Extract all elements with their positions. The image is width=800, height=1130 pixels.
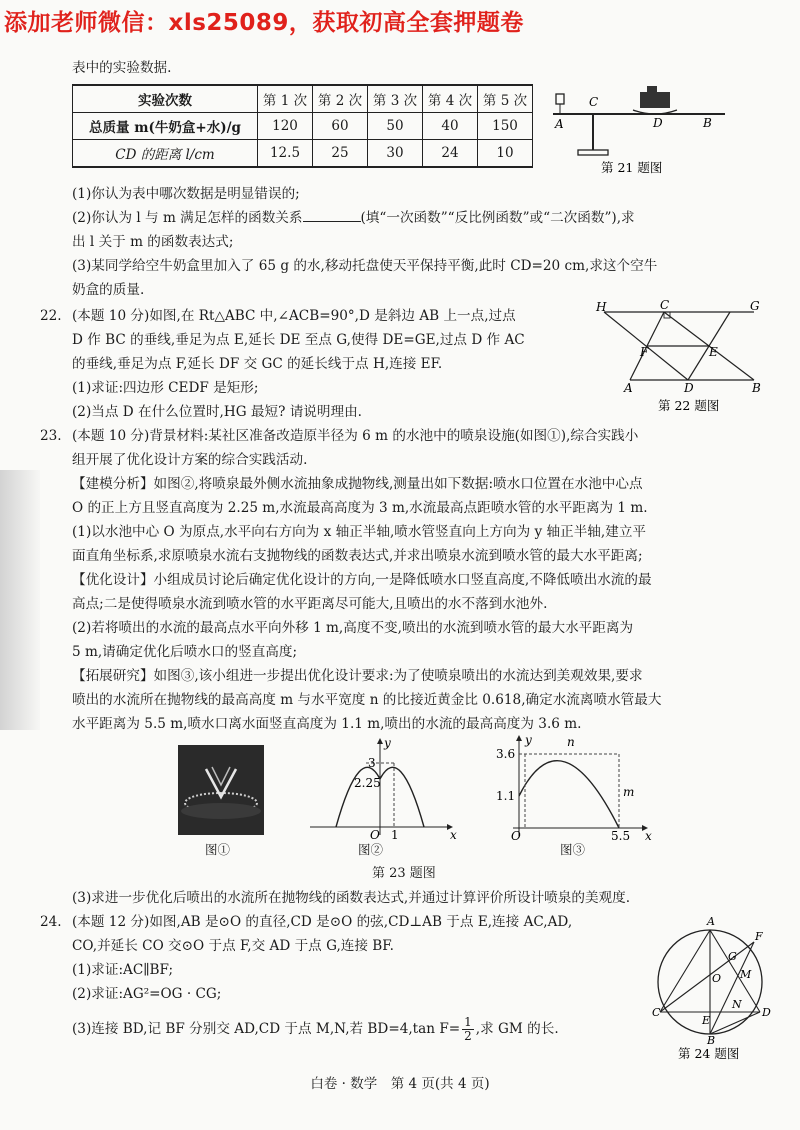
q21-part2: [72, 206, 635, 230]
q21-part2-hint: (填“一次函数”“反比例函数”或“二次函数”),求: [360, 210, 635, 226]
point-label: O: [712, 972, 722, 985]
table-cell: CD 的距离 l/cm: [73, 140, 258, 168]
answer-blank: [303, 207, 361, 222]
q23-optimize-2: 高点;二是使得喷泉水流到喷水管的水平距离尽可能大,且喷出的水不落到水池外.: [72, 596, 548, 612]
point-label: F: [755, 930, 763, 943]
point-label: D: [653, 116, 663, 130]
point-label: C: [652, 1006, 661, 1019]
point-label: C: [660, 300, 670, 312]
q23-part1-a: (1)以水池中心 O 为原点,水平向右方向为 x 轴正半轴,喷水管竖直向上方向为 y 轴正半轴,建立平: [72, 524, 647, 540]
q24-stem-2: CO,并延长 CO 交⊙O 于点 F,交 AD 于点 G,连接 BF.: [72, 938, 394, 954]
q22-stem-3: 的垂线,垂足为点 F,延长 DF 交 GC 的延长线于点 H,连接 EF.: [72, 356, 443, 372]
table-cell: 实验次数: [73, 85, 258, 113]
point-label: E: [702, 1014, 711, 1027]
table-cell: 第 4 次: [423, 85, 478, 113]
table-cell: 150: [478, 113, 533, 140]
origin-label: O: [511, 829, 521, 840]
parabola: [519, 761, 619, 828]
axis-label: x: [450, 828, 457, 840]
table-cell: 40: [423, 113, 478, 140]
figure-1-caption: 图①: [205, 842, 231, 857]
q23-extend-3: 水平距离为 5.5 m,喷水口离水面竖直高度为 1.1 m,喷出的水流的最高高度为 3.6 m.: [72, 716, 582, 732]
point-label: D: [684, 381, 694, 395]
figure-3-graph: [495, 732, 655, 840]
promo-banner: 添加老师微信：xls25089，获取初高全套押题卷: [4, 10, 524, 36]
point-label: C: [589, 95, 599, 109]
figure-caption: 第 21 题图: [601, 160, 663, 175]
q21-part1: (1)你认为表中哪次数据是明显错误的;: [72, 186, 300, 202]
table-row: [73, 140, 533, 168]
q21-part3: (3)某同学给空牛奶盒里加入了 65 g 的水,移动托盘使天平保持平衡,此时 CD=20 cm,求这个空牛: [72, 258, 658, 274]
figure-2-graph: [300, 735, 460, 840]
milk-box-icon: [640, 92, 670, 108]
table-cell: 50: [368, 113, 423, 140]
scan-shadow: [0, 470, 40, 730]
height-label: m: [623, 785, 635, 799]
parabola-right: [380, 767, 424, 827]
q23-part2-b: 5 m,请确定优化后喷水口的竖直高度;: [72, 644, 298, 660]
point-label: F: [640, 345, 649, 359]
q23-stem-1: (本题 10 分)背景材料:某社区准备改造原半径为 6 m 的水池中的喷泉设施(如图①),综合实践小: [72, 428, 639, 444]
q21-part2-cont: 出 l 关于 m 的函数表达式;: [72, 234, 234, 250]
point-label: B: [752, 381, 761, 395]
q23-extend-1: 【拓展研究】如图③,该小组进一步提出优化设计要求:为了使喷泉喷出的水流达到美观效果,要求: [72, 668, 643, 684]
q21-part3-cont: 奶盒的质量.: [72, 282, 145, 298]
figure-22-geometry: [590, 300, 780, 418]
q23-extend-2: 喷出的水流所在抛物线的最高高度 m 与水平宽度 n 的比接近黄金比 0.618,确定水流离喷水管最大: [72, 692, 662, 708]
q23-model-1: 【建模分析】如图②,将喷泉最外侧水流抽象成抛物线,测量出如下数据:喷水口位置在水池中心点: [72, 476, 643, 492]
point-label: A: [624, 381, 633, 395]
figure-caption: 第 22 题图: [658, 398, 720, 413]
table-cell: 10: [478, 140, 533, 168]
table-cell: 25: [313, 140, 368, 168]
table-cell: 总质量 m(牛奶盒+水)/g: [73, 113, 258, 140]
figure-3-caption: 图③: [560, 842, 586, 857]
point-label: A: [707, 915, 715, 928]
q22-part1: (1)求证:四边形 CEDF 是矩形;: [72, 380, 259, 396]
milk-box-cap: [647, 86, 657, 92]
tick-label: 3.6: [496, 747, 516, 761]
table-cell: 30: [368, 140, 423, 168]
q22-part2: (2)当点 D 在什么位置时,HG 最短? 请说明理由.: [72, 404, 362, 420]
page-footer: 白卷 · 数学 第 4 页(共 4 页): [310, 1076, 490, 1092]
table-cell: 12.5: [258, 140, 313, 168]
point-label: B: [703, 116, 712, 130]
tick-label: 3: [368, 756, 376, 770]
q24-part1: (1)求证:AC∥BF;: [72, 962, 174, 978]
point-label: N: [732, 998, 742, 1011]
point-label: B: [707, 1034, 716, 1047]
fraction-one-half: [462, 1016, 474, 1043]
line-BD: [710, 1012, 760, 1034]
table-cell: 120: [258, 113, 313, 140]
point-label: E: [709, 345, 718, 359]
point-label: G: [750, 300, 760, 313]
tick-label: 5.5: [611, 829, 631, 840]
tick-label: 2.25: [354, 776, 381, 790]
table-cell: 第 3 次: [368, 85, 423, 113]
q22-number: 22.: [40, 308, 62, 324]
point-label: A: [555, 117, 564, 131]
fraction-numerator: 1: [464, 1015, 472, 1029]
q23-part3: (3)求进一步优化后喷出的水流所在抛物线的函数表达式,并通过计算评价所设计喷泉的美观度.: [72, 890, 631, 906]
table-cell: 第 2 次: [313, 85, 368, 113]
q24-stem-1: (本题 12 分)如图,AB 是⊙O 的直径,CD 是⊙O 的弦,CD⊥AB 于点 E,连接 AC,AD,: [72, 914, 573, 930]
figure-23-caption: 第 23 题图: [372, 866, 436, 881]
point-label: G: [728, 950, 737, 963]
intro-text: 表中的实验数据.: [72, 60, 172, 76]
q23-part2-a: (2)若将喷出的水流的最高点水平向外移 1 m,高度不变,喷出的水流到喷水管的最大水平距离为: [72, 620, 634, 636]
q24-part3-text: (3)连接 BD,记 BF 分别交 AD,CD 于点 M,N,若 BD=4,tan F=: [72, 1021, 461, 1037]
q22-stem-2: D 作 BC 的垂线,垂足为点 E,延长 DE 至点 G,使得 DE=GE,过点 D 作 AC: [72, 332, 525, 348]
figure-2-caption: 图②: [358, 842, 384, 857]
q23-stem-2: 组开展了优化设计方案的综合实践活动.: [72, 452, 308, 468]
fraction-denominator: 2: [464, 1029, 472, 1043]
figure-21-balance: [545, 80, 735, 180]
figure-caption: 第 24 题图: [678, 1046, 740, 1061]
line-AC: [660, 930, 710, 1012]
axis-label: y: [525, 733, 532, 747]
table-cell: 第 1 次: [258, 85, 313, 113]
experiment-table: [72, 84, 533, 168]
fountain-photo: [178, 745, 264, 835]
q23-number: 23.: [40, 428, 62, 444]
table-cell: 24: [423, 140, 478, 168]
table-row: [73, 113, 533, 140]
q23-model-2: O 的正上方且竖直高度为 2.25 m,水流最高高度为 3 m,水流最高点距喷水管的水平距离为 1 m.: [72, 500, 648, 516]
axis-label: y: [384, 736, 391, 750]
table-cell: 60: [313, 113, 368, 140]
q24-part3-end: ,求 GM 的长.: [475, 1021, 559, 1037]
q23-part1-b: 面直角坐标系,求原喷泉水流右支抛物线的函数表达式,并求出喷泉水流到喷水管的最大水平距离;: [72, 548, 643, 564]
left-weight-icon: [556, 94, 564, 104]
q23-optimize-1: 【优化设计】小组成员讨论后确定优化设计的方向,一是降低喷水口竖直高度,不降低喷出水流的最: [72, 572, 652, 588]
point-label: H: [596, 300, 607, 314]
point-label: D: [762, 1006, 771, 1019]
q22-stem-1: (本题 10 分)如图,在 Rt△ABC 中,∠ACB=90°,D 是斜边 AB 上一点,过点: [72, 308, 516, 324]
figure-24-circle: [652, 912, 772, 1062]
q24-part3: [72, 1016, 559, 1043]
span-label: n: [567, 735, 575, 749]
tick-label: 1.1: [496, 789, 516, 803]
q24-number: 24.: [40, 914, 62, 930]
point-label: M: [740, 968, 752, 981]
table-row: [73, 85, 533, 113]
balance-base: [578, 150, 608, 155]
q21-part2-text: (2)你认为 l 与 m 满足怎样的函数关系: [72, 210, 303, 226]
origin-label: O: [370, 828, 380, 840]
axis-label: x: [645, 829, 652, 840]
q24-part2: (2)求证:AG²=OG · CG;: [72, 986, 222, 1002]
tick-label: 1: [391, 828, 399, 840]
table-cell: 第 5 次: [478, 85, 533, 113]
